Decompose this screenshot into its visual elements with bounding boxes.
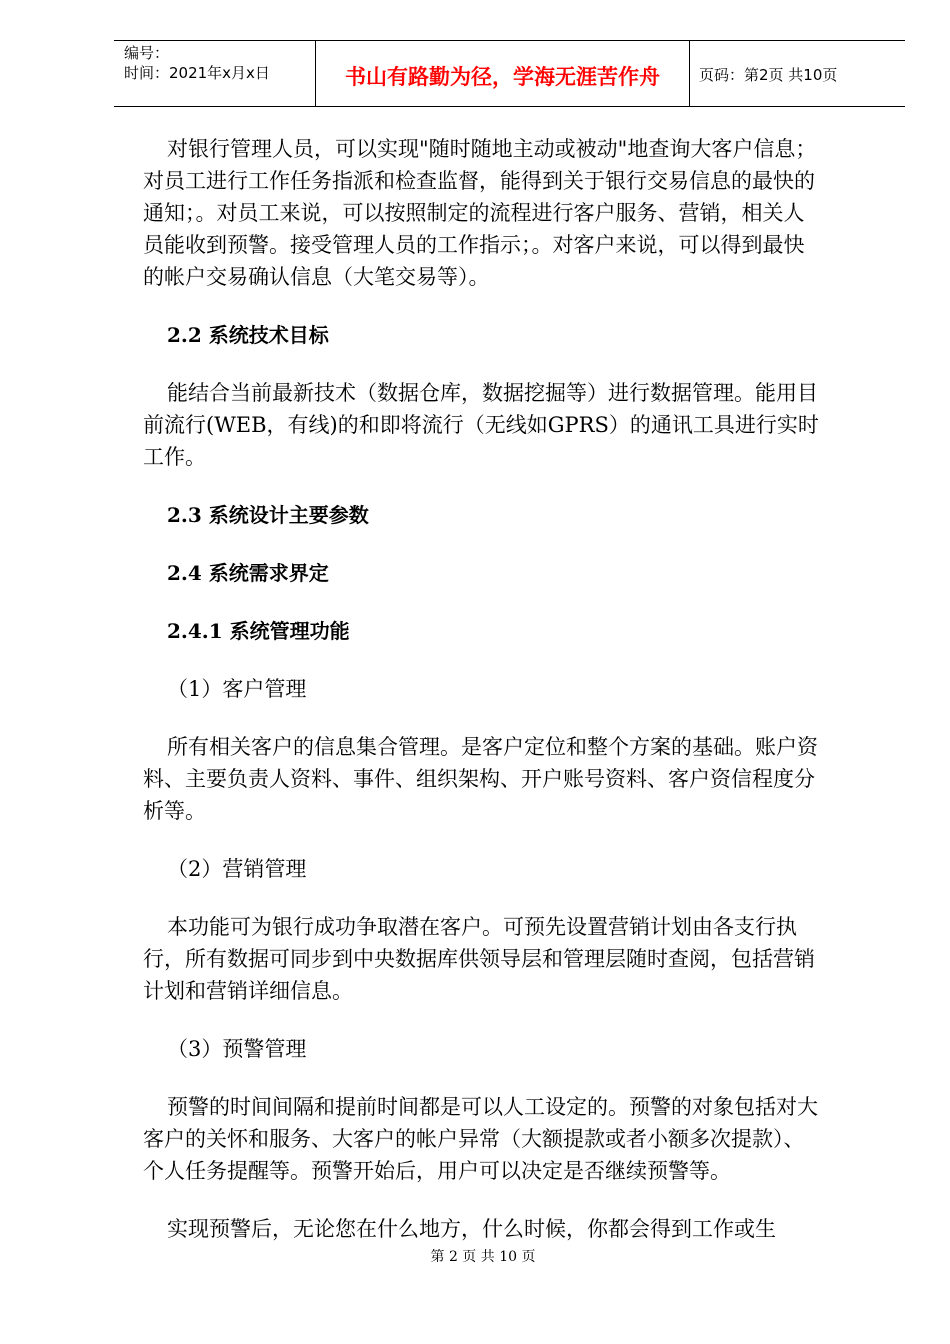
section-heading-2-2: 2.2 系统技术目标 [167, 323, 329, 347]
paragraph: 实现预警后，无论您在什么地方，什么时候，你都会得到工作或生 [167, 1217, 776, 1241]
paragraph: 本功能可为银行成功争取潜在客户。可预先设置营销计划由各支行执行，所有数据可同步到中央数据库供领导层和管理层随时查阅，包括营销计划和营销详细信息。 [143, 915, 815, 1003]
number-label: 编号： [124, 44, 170, 62]
page-footer: 第 2 页 共 10 页 [430, 1249, 536, 1265]
header-motto: 书山有路勤为径，学海无涯苦作舟 [316, 41, 690, 106]
paragraph: 预警的时间间隔和提前时间都是可以人工设定的。预警的对象包括对大客户的关怀和服务、大客户的帐户异常（大额提款或者小额多次提款）、个人任务提醒等。预警开始后，用户可以决定是否继续预警等。 [143, 1095, 818, 1183]
section-heading-2-4: 2.4 系统需求界定 [167, 561, 329, 585]
paragraph: 能结合当前最新技术（数据仓库，数据挖掘等）进行数据管理。能用目前流行(WEB，有线)的和即将流行（无线如GPRS）的通讯工具进行实时工作。 [143, 381, 819, 469]
subheading-customer-management: （1）客户管理 [167, 677, 307, 701]
paragraph: 所有相关客户的信息集合管理。是客户定位和整个方案的基础。账户资料、主要负责人资料、事件、组织架构、开户账号资料、客户资信程度分析等。 [143, 735, 818, 823]
section-heading-2-4-1: 2.4.1 系统管理功能 [167, 619, 350, 643]
document-body [143, 133, 819, 1245]
page-header [114, 40, 905, 107]
time-label: 时间：2021年x月x日 [124, 64, 270, 82]
paragraph: 对银行管理人员，可以实现"随时随地主动或被动"地查询大客户信息；对员工进行工作任务指派和检查监督，能得到关于银行交易信息的最快的通知；。对员工来说，可以按照制定的流程进行客户服务、营销，相关人员能收到预警。接受管理人员的工作指示；。对客户来说，可以得到最快的帐户交易确认信息（大笔交易等）。 [143, 137, 817, 289]
subheading-marketing-management: （2）营销管理 [167, 857, 307, 881]
subheading-alert-management: （3）预警管理 [167, 1037, 307, 1061]
header-page-info: 页码：第2页 共10页 [699, 66, 838, 84]
section-heading-2-3: 2.3 系统设计主要参数 [167, 503, 369, 527]
header-meta [114, 41, 316, 106]
